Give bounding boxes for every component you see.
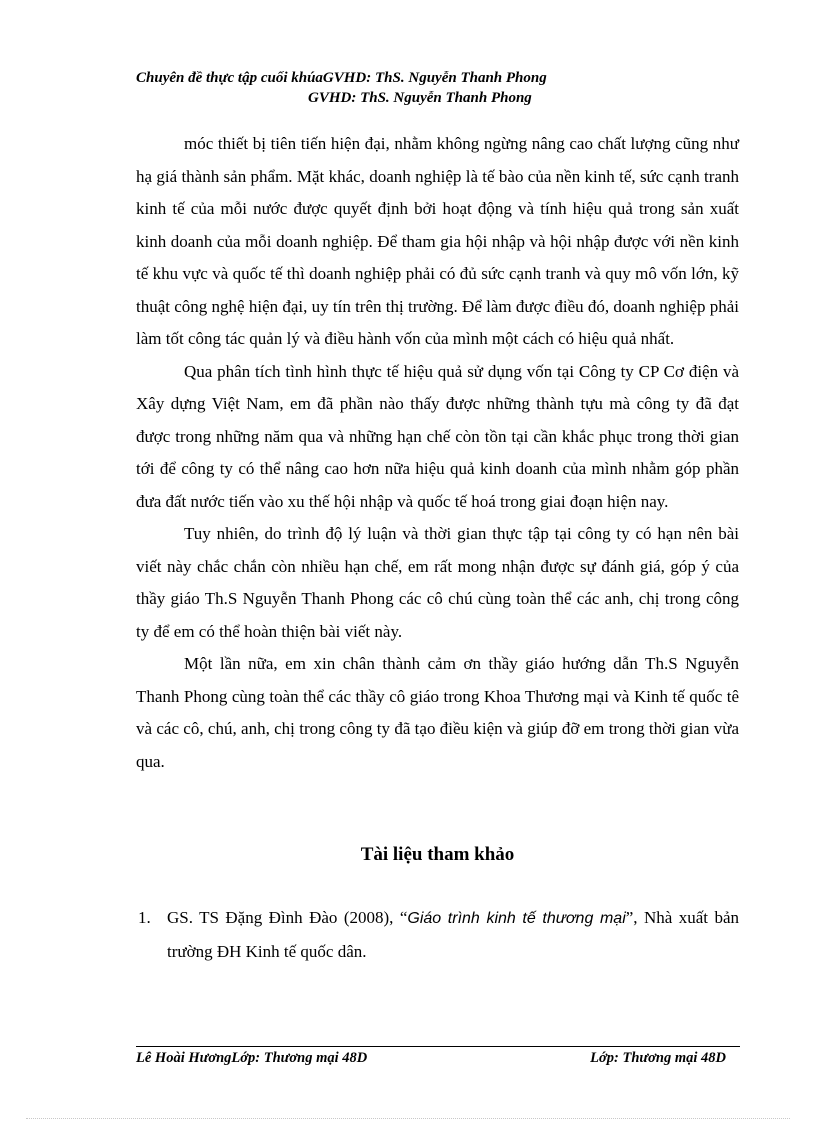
page-footer — [136, 1049, 740, 1067]
references-list — [136, 902, 739, 968]
header-line-2: GVHD: ThS. Nguyễn Thanh Phong — [308, 90, 532, 106]
reference-book-title: Giáo trình kinh tế thương mại — [407, 910, 626, 927]
footer-rule — [136, 1046, 740, 1047]
footer-right: Lớp: Thương mại 48D — [590, 1050, 726, 1066]
footer-left: Lê Hoài HươngLớp: Thương mại 48D — [136, 1050, 368, 1066]
paragraph-2: Qua phân tích tình hình thực tế hiệu quả sử dụng vốn tại Công ty CP Cơ điện và Xây dựng Việt Nam, em đã phần nào thấy được những thành tựu mà công ty đã đạt được trong những năm qua và những hạn chế còn tồn tại cần khắc phục trong thời gian tới để công ty có thể nâng cao hơn nữa hiệu quả kinh doanh của mình nhằm góp phần đưa đất nước tiến vào xu thế hội nhập và quốc tế hoá trong giai đoạn hiện nay. — [136, 361, 739, 511]
page-bottom-dotted-line — [26, 1118, 790, 1119]
paragraph-3: Tuy nhiên, do trình độ lý luận và thời gian thực tập tại công ty có hạn nên bài viết này chắc chắn còn nhiều hạn chế, em rất mong nhận được sự đánh giá, góp ý của thầy giáo Th.S Nguyễn Thanh Phong các cô chú cùng toàn thể các anh, chị trong công ty để em có thể hoàn thiện bài viết này. — [136, 524, 739, 641]
reference-text-before: GS. TS Đặng Đình Đào (2008), “ — [167, 908, 408, 927]
body-text — [136, 128, 739, 778]
page-header — [136, 68, 756, 108]
paragraph-4: Một lần nữa, em xin chân thành cảm ơn thầy giáo hướng dẫn Th.S Nguyễn Thanh Phong cùng toàn thể các thầy cô giáo trong Khoa Thương mại và Kinh tế quốc tê và các cô, chú, anh, chị trong công ty đã tạo điều kiện và giúp đỡ em trong thời gian vừa qua. — [136, 654, 739, 771]
paragraph-1: móc thiết bị tiên tiến hiện đại, nhằm không ngừng nâng cao chất lượng cũng như hạ giá thành sản phẩm. Mặt khác, doanh nghiệp là tế bào của nền kinh tế, sức cạnh tranh kinh tế của mỗi nước được quyết định bởi hoạt động và tính hiệu quả trong sản xuất kinh doanh của mỗi doanh nghiệp. Để tham gia hội nhập và hội nhập được với nền kinh tế khu vực và quốc tế thì doanh nghiệp phải có đủ sức cạnh tranh và quy mô vốn lớn, kỹ thuật công nghệ hiện đại, uy tín trên thị trường. Để làm được điều đó, doanh nghiệp phải làm tốt công tác quản lý và điều hành vốn của mình một cách có hiệu quả nhất. — [136, 134, 739, 348]
reference-item — [136, 902, 739, 968]
reference-number: 1. — [138, 908, 151, 927]
header-line-1: Chuyên đề thực tập cuối khúaGVHD: ThS. Nguyễn Thanh Phong — [136, 70, 547, 86]
reference-text-after: ”, Nhà xuất bản trường ĐH Kinh tế quốc dân. — [167, 908, 739, 961]
references-title: Tài liệu tham khảo — [360, 844, 515, 865]
